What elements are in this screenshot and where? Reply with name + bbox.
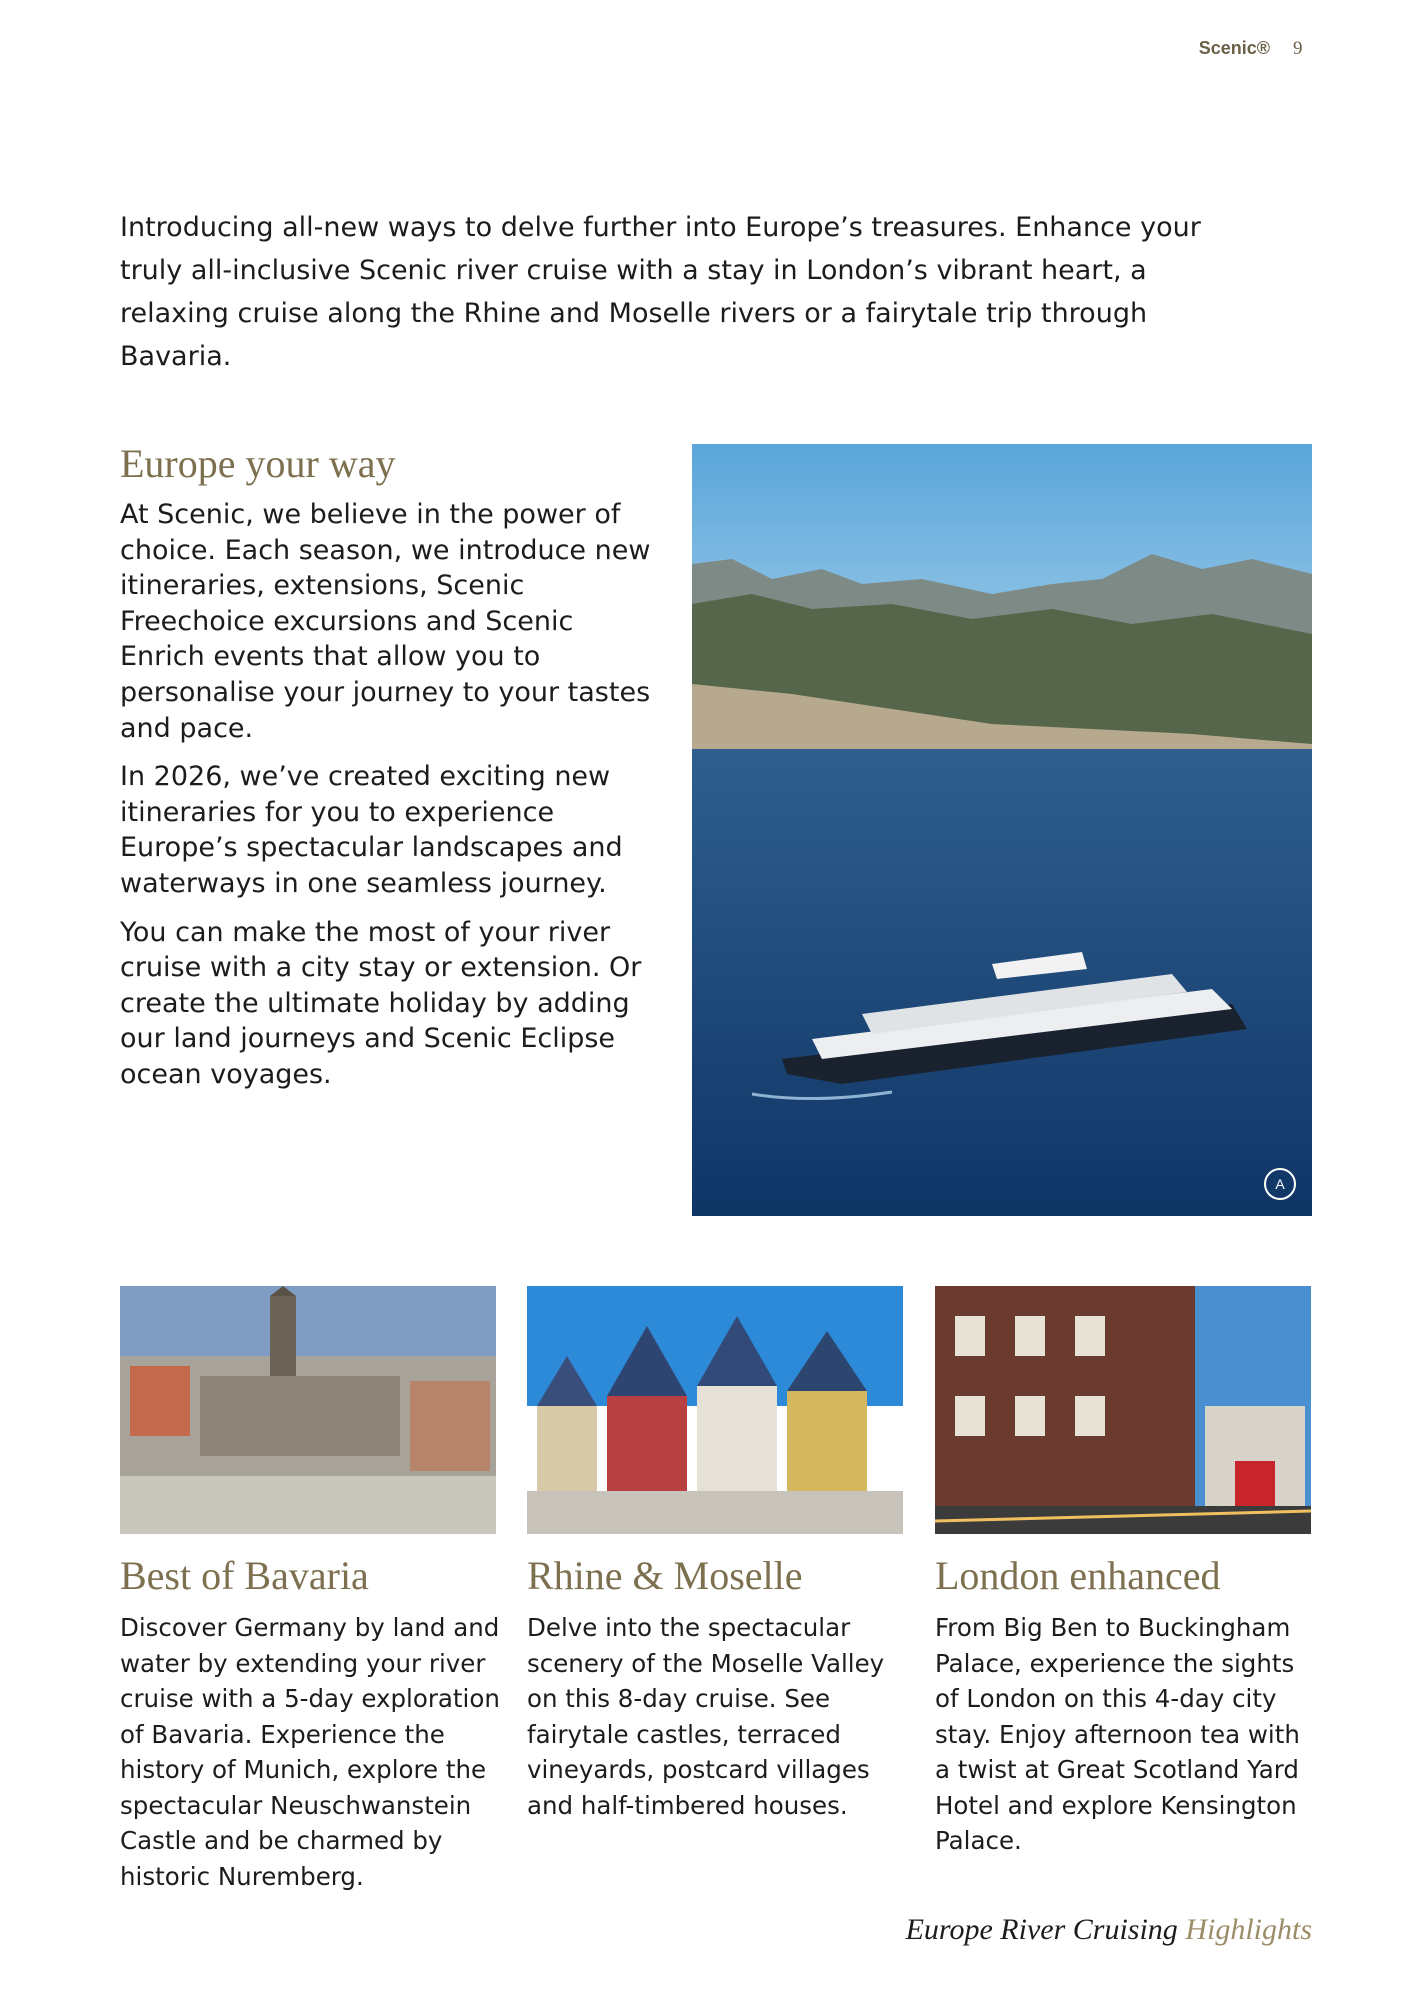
card-title-best-of-bavaria: Best of Bavaria (120, 1553, 369, 1598)
feature-paragraph: You can make the most of your river cruise with a city stay or extension. Or create the ultimate holiday by adding our land journeys and Scenic Eclipse ocean voyages. (120, 916, 642, 1090)
card-body-london: From Big Ben to Buckingham Palace, experience the sights of London on this 4-day city stay. Enjoy afternoon tea with a twist at Great Scotland Yard Hotel and explore Kensington Palace. (935, 1613, 1300, 1855)
card-body-bavaria: Discover Germany by land and water by extending your river cruise with a 5-day exploration of Bavaria. Experience the history of Munich, explore the spectacular Neuschwanstein Castle and be charmed by historic Nuremberg. (120, 1613, 500, 1891)
footer-title (870, 1913, 1312, 1947)
ship-photo (692, 444, 1312, 1216)
rhine-moselle-photo (527, 1286, 903, 1534)
image-badge: A (1264, 1168, 1296, 1200)
card-title-london-enhanced: London enhanced (935, 1553, 1221, 1598)
london-photo (935, 1286, 1311, 1534)
intro-paragraph: Introducing all-new ways to delve further into Europe’s treasures. Enhance your truly all-inclusive Scenic river cruise with a stay in London’s vibrant heart, a relaxing cruise along the Rhine and Moselle rivers or a fairytale trip through Bavaria. (120, 212, 1201, 372)
bavaria-photo (120, 1286, 496, 1534)
feature-paragraph: At Scenic, we believe in the power of choice. Each season, we introduce new itineraries, extensions, Scenic Freechoice excursions and Scenic Enrich events that allow you to personalise your journey to your tastes and pace. (120, 499, 651, 744)
brand-logo: Scenic® (1198, 38, 1270, 58)
card-body-rhine-moselle: Delve into the spectacular scenery of the Moselle Valley on this 8-day cruise. See fairytale castles, terraced vineyards, postcard villages and half-timbered houses. (527, 1613, 885, 1820)
card-title-rhine-moselle: Rhine & Moselle (527, 1553, 803, 1598)
feature-body (120, 497, 660, 1106)
section-heading-europe-your-way: Europe your way (120, 441, 396, 486)
footer-highlight-text: Highlights (1185, 1913, 1312, 1946)
page-number: 9 (1293, 38, 1303, 59)
footer-main-text: Europe River Cruising (905, 1913, 1178, 1946)
feature-paragraph: In 2026, we’ve created exciting new itineraries for you to experience Europe’s spectacular landscapes and waterways in one seamless journey. (120, 761, 623, 899)
